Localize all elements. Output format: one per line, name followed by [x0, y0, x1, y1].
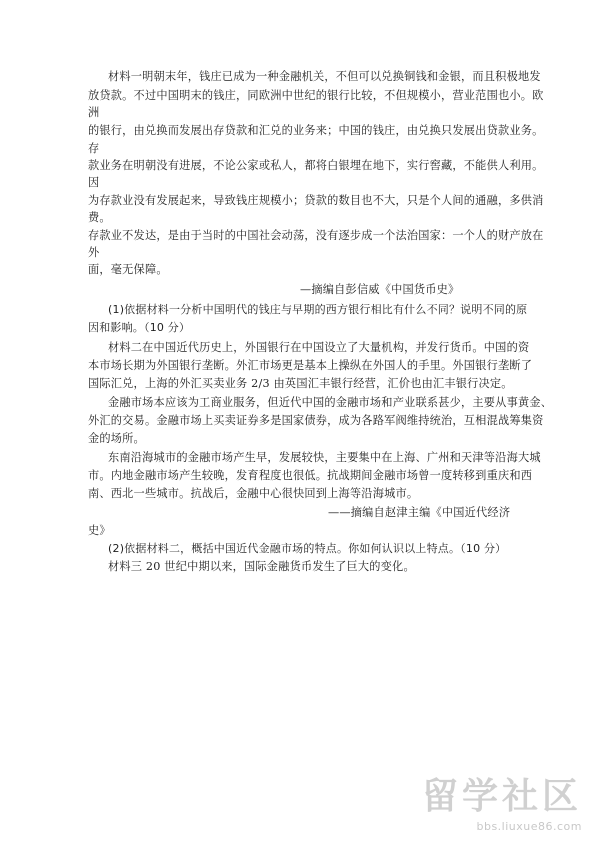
material2-para3-line-3: 南、西北一些城市。抗战后，金融中心很快回到上海等沿海城市。	[88, 487, 419, 500]
material2-para3-line-1: 东南沿海城市的金融市场产生早，发展较快，主要集中在上海、广州和天津等沿海大城	[108, 451, 541, 464]
material2-para1-line-2: 本市场长期为外国银行垄断。外汇市场更是基本上操纵在外国人的手里。外国银行垄断了	[88, 359, 533, 372]
watermark-url: bbs.liuxue86.com	[476, 820, 582, 833]
material1-line-6: 款业务在明朝没有进展，不论公家或私人，都将白银埋在地下，实行窖藏，不能供人利用。	[88, 159, 544, 172]
material2-para3-line-2: 市。内地金融市场产生较晚，发育程度也很低。抗战期间金融市场曾一度转移到重庆和西	[88, 469, 533, 482]
watermark-logo-text: 留学社区	[421, 776, 582, 817]
material1-line-9: 费。	[88, 211, 111, 224]
material1-line-10: 存款业不发达，是由于当时的中国社会动荡，没有逐步成一个法治国家：一个人的财产放在	[88, 229, 544, 242]
material1-source: —摘编自彭信威《中国货币史》	[300, 283, 460, 296]
material3-line-1: 材料三 20 世纪中期以来，国际金融货币发生了巨大的变化。	[108, 560, 415, 573]
material1-line-8: 为存款业没有发展起来，导致钱庄规模小；贷款的数目也不大，只是个人间的通融，多供消	[88, 194, 544, 207]
material1-line-11: 外	[88, 246, 100, 259]
material2-para1-line-1: 材料二在中国近代历史上，外国银行在中国设立了大量机构，并发行货币。中国的资	[108, 341, 530, 354]
material1-line-3: 洲	[88, 106, 100, 119]
material1-line-5: 存	[88, 142, 100, 155]
material1-line-1: 材料一明朝末年，钱庄已成为一种金融机关，不但可以兑换铜钱和金银，而且积极地发	[108, 70, 541, 83]
material1-line-4: 的银行，由兑换而发展出存贷款和汇兑的业务来；中国的钱庄，由兑换只发展出贷款业务。	[88, 124, 544, 137]
material2-source-line-2: 史》	[88, 524, 111, 537]
watermark	[400, 776, 590, 842]
question1-line-1: (1)依据材料一分析中国明代的钱庄与早期的西方银行相比有什么不同？说明不同的原	[108, 303, 528, 316]
material2-para1-line-3: 国际汇兑，上海的外汇买卖业务 2/3 由英国汇丰银行经营，汇价也由汇丰银行决定。	[88, 377, 513, 390]
material1-line-7: 因	[88, 176, 100, 189]
material2-para2-line-3: 金的场所。	[88, 432, 145, 445]
material1-line-12: 面，毫无保障。	[88, 263, 168, 276]
material1-line-2: 放贷款。不过中国明末的钱庄，同欧洲中世纪的银行比较，不但规模小，营业范围也小。欧	[88, 89, 544, 102]
material2-para2-line-1: 金融市场本应该为工商业服务，但近代中国的金融市场和产业联系甚少，主要从事黄金、	[108, 396, 553, 409]
material2-para2-line-2: 外汇的交易。金融市场上买卖证券多是国家债券，成为各路军阀维持统治，互相混战筹集资	[88, 414, 544, 427]
question2-line-1: (2)依据材料二，概括中国近代金融市场的特点。你如何认识以上特点。（10 分）	[108, 542, 507, 555]
question1-line-2: 因和影响。（10 分）	[88, 321, 191, 334]
material2-source-line-1: ——摘编自赵津主编《中国近代经济	[328, 506, 511, 519]
